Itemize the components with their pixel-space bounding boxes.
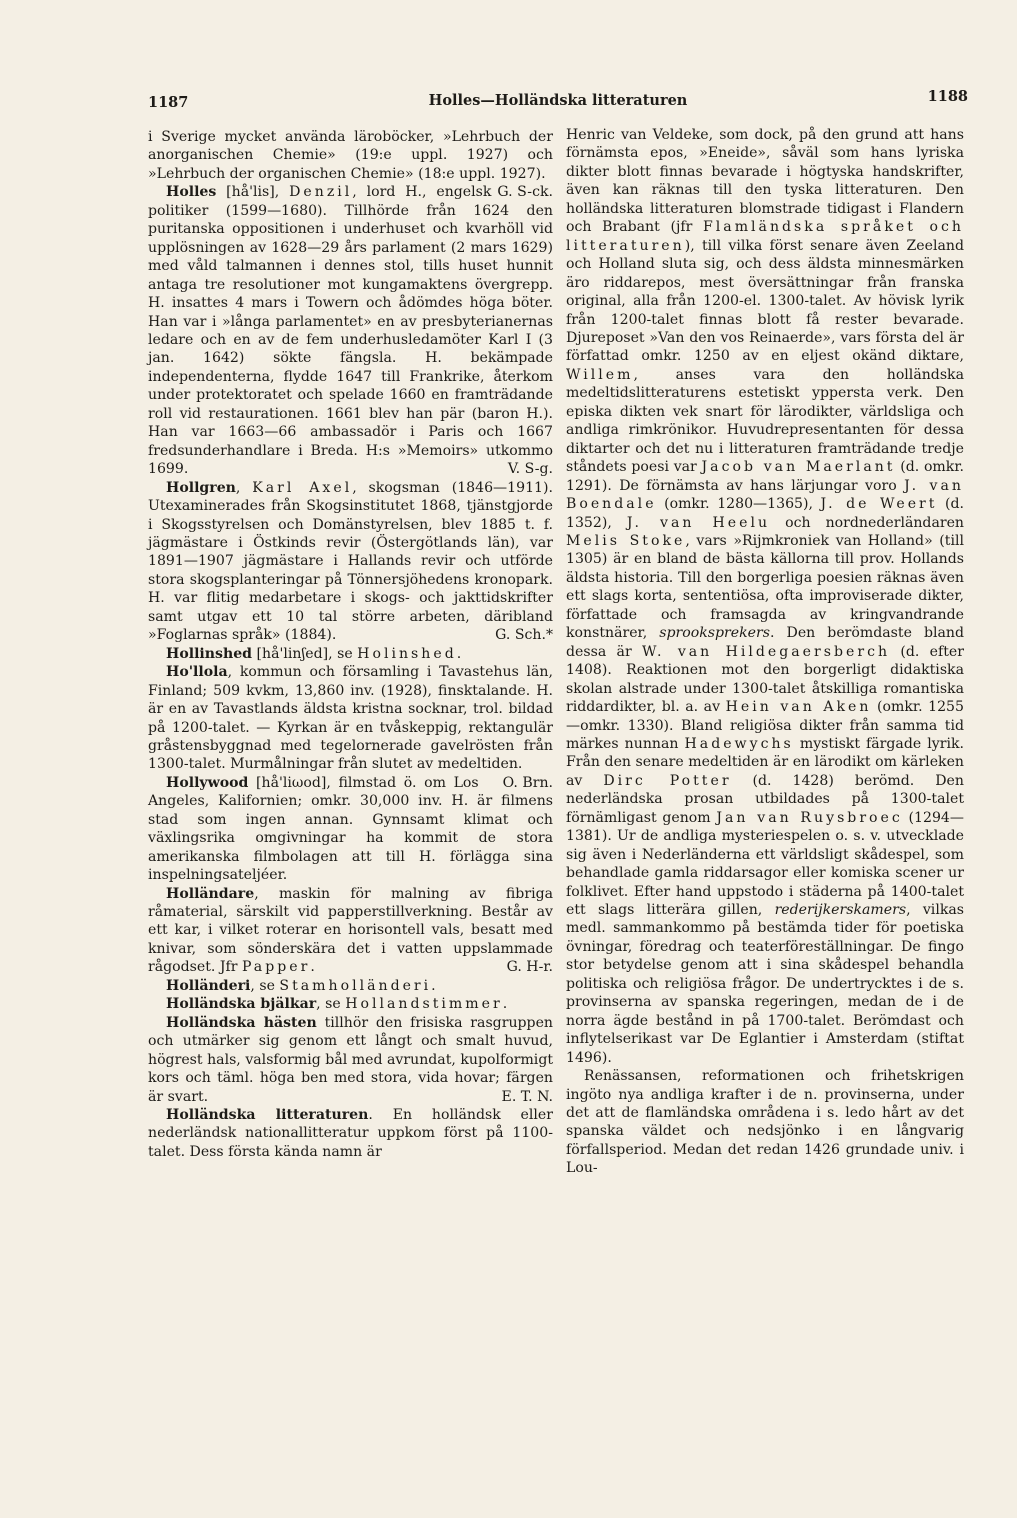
author-signature: O. Brn. [502, 774, 553, 791]
headword: Holländska litteraturen [166, 1107, 369, 1124]
headword: Hollywood [166, 774, 249, 791]
headword: Holländare [166, 885, 255, 902]
cross-reference[interactable]: Papper [241, 959, 311, 976]
author-signature: V. S-g. [507, 461, 553, 478]
cross-reference[interactable]: Stamholländeri [279, 977, 432, 994]
entry-hollola: Ho'llola, kommun och församling i Tavastehus län, Finland; 509 kvkm, 13,860 inv. (1928), finsktalande. H. är en av Tavastlands äldsta kristna socknar, trol. bildad på 1200-talet. — Kyrkan är en tvåskeppig, rektangulär gråstensbyggnad med tegelornerade gavelrösten från 1300-talet. Murmålningar från slutet av medeltiden. O. Brn. [148, 664, 553, 791]
entry-hollandare: Holländare, maskin för malning av fibriga råmaterial, särskilt vid papperstillverkning. Består av ett kar, i vilket roterar en horisontell vals, besatt med knivar, som sönderskära det i vatten uppslammade rågodset. Jfr Papper. G. H-r. [148, 885, 553, 976]
left-page-number: 1187 [148, 94, 189, 111]
entry-hollgren: Hollgren, Karl Axel, skogsman (1846—1911). Utexaminerades från Skogsinstitutet 1868, tjänstgjorde i Skogsstyrelsen och Domänstyrelsen, blev 1885 t. f. jägmästare i Östkinds revir (Östergötlands län), var 1891—1907 jägmästare i Hallands revir och utförde stora skogsplanteringar på Tönnersjöhedens kronopark. H. var flitig medarbetare i skogs- och jakttidskrifter samt utgav ett 10 tal större arbeten, däribland »Foglarnas språk» (1884). G. Sch.* [148, 479, 554, 644]
cross-reference[interactable]: Holinshed [357, 645, 457, 662]
right-column [566, 126, 964, 1178]
cross-reference[interactable]: Flamländska språket och litteraturen [566, 219, 964, 254]
author-signature: G. H-r. [506, 959, 553, 976]
headword: Holländska bjälkar [166, 996, 317, 1013]
left-column [148, 128, 553, 1161]
headword: Hollinshed [166, 645, 253, 662]
headword: Holländska hästen [166, 1014, 317, 1031]
author-signature: E. T. N. [501, 1088, 553, 1105]
entry-hasten: Holländska hästen tillhör den frisiska rasgruppen och utmärker sig genom ett långt och smalt huvud, högrest hals, valsformig bål med avrundat, kupolformigt kors och täml. höga ben med stora, vida hovar; färgen är svart. E. T. N. [148, 1014, 553, 1105]
entry-bjalkar: Holländska bjälkar, se Hollandstimmer. [166, 996, 508, 1013]
headword: Hollgren [166, 479, 236, 496]
entry-holles: Holles [hå'lis], Denzil, lord H., engelsk politiker (1599—1680). Tillhörde från 1624 den puritanska oppositionen i underhuset och kvarhöll vid upplösningen av 1628—29 års parlament (2 mars 1629) med våld talmannen i dennes stol, tills huset hunnit antaga tre resolutioner mot kungamaktens övergrepp. H. insattes 4 mars i Towern och ådömdes höga böter. Han var i »långa parlamentet» en av presbyterianernas ledare och en av de fem underhusledamöter Karl I (3 jan. 1642) sökte fängsla. H. bekämpade independenterna, flydde 1647 till Frankrike, återkom under protektoratet och spelade 1660 en framträdande roll vid restaurationen. 1661 blev han pär (baron H.). Han var 1663—66 ambassadör i Paris och 1667 fredsunderhandlare i Breda. H:s »Memoirs» utkommo 1699. V. S-g. [148, 184, 553, 478]
page-header [148, 86, 968, 114]
headword: Holländeri [166, 977, 251, 994]
author-signature: G. S-ck. [497, 184, 553, 201]
entry-hollanderi: Holländeri, se Stamholländeri. [166, 977, 436, 994]
entry-hollinshed: Hollinshed [hå'linʃed], se Holinshed. [166, 645, 462, 662]
entry-hollywood: Hollywood [hå'liωod], filmstad ö. om Los Angeles, Kalifornien; omkr. 30,000 inv. H. är filmens stad som ingen annan. Gynnsamt klimat och växlingsrika omgivningar ha kommit de stora amerikanska filmbolagen att till H. förlägga sina inspelningsateljéer. [148, 774, 553, 884]
cross-reference[interactable]: Hollandstimmer [345, 996, 503, 1013]
paragraph-renassansen: Renässansen, reformationen och frihetskrigen ingöto nya andliga krafter i de n. provinserna, under det att de flamländska områdena i s. ledo hårt av det spanska väldet och nedsjönko i en långvarig förfallsperiod. Medan det redan 1426 grundade univ. i Lou- [566, 1068, 964, 1177]
entry-litteraturen: Holländska litteraturen. En holländsk eller nederländsk nationallitteratur uppkom först på 1100-talet. Dess första kända namn är [148, 1107, 553, 1160]
headword: Ho'llola [166, 664, 228, 681]
running-title: Holles—Holländska litteraturen [428, 92, 688, 109]
entry-litteraturen-continued: Henric van Veldeke, som dock, på den grund att hans förnämsta epos, »Eneide», såväl som hans lyriska dikter blott finnas bevarade i högtyska handskrifter, även kan räknas till den tyska litteraturen. Den holländska litteraturen blomstrade tidigast i Flandern och Brabant (jfr Flamländska språket och litteraturen), till vilka först senare även Zeeland och Holland sluta sig, och dess äldsta minnesmärken äro riddarepos, mest översättningar från franska original, alla från 1200-el. 1300-talet. Av hövisk lyrik från 1200-talet finnas blott få rester bevarade. Djureposet »Van den vos Reinaerde», vars första del är författad omkr. 1250 av en eljest okänd diktare, Willem, anses vara den holländska medeltidslitteraturens estetiskt yppersta verk. Den episka dikten vek snart för lärodikter, världsliga och andliga rimkrönikor. Huvudrepresentanten för dessa diktarter och det nu i litteraturen framträdande tredje ståndets poesi var Jacob van Maerlant (d. omkr. 1291). De förnämsta av hans lärjungar voro J. van Boendale (omkr. 1280—1365), J. de Weert (d. 1352), J. van Heelu och nordnederländaren Melis Stoke, vars »Rijmkroniek van Holland» (till 1305) är en bland de bästa källorna till prov. Hollands äldsta historia. Till den borgerliga poesien räknas även ett slags korta, sententiösa, ofta improviserade dikter, författade och framsagda av kringvandrande konstnärer, sprooksprekers. Den berömdaste bland dessa är W. van Hildegaersberch (d. efter 1408). Reaktionen mot den borgerligt didaktiska skolan alstrade under 1300-talet åtskilliga romantiska riddardikter, bl. a. av Hein van Aken (omkr. 1255—omkr. 1330). Bland religiösa dikter från samma tid märkes nunnan Hadewychs mystiskt färgade lyrik. Från den senare medeltiden är en lärodikt om kärleken av Dirc Potter (d. 1428) berömd. Den nederländska prosan utbildades på 1300-talet förnämligast genom Jan van Ruysbroec (1294—1381). Ur de andliga mysteriespelen o. s. v. utvecklade sig även i Nederländerna ett världsligt skådespel, som behandlade gamla riddarsagor eller komiska scener ur folklivet. Efter hand uppstodo i städerna på 1400-talet ett slags litterära gillen, rederijkerskamers, vilkas medl. sammankommo på bestämda tider för poetiska övningar, föredrag och teaterföreställningar. De fingo stor betydelse genom att i sina skådespel behandla politiska och religiösa frågor. De undertrycktes i de s. provinserna av spanska regeringen, medan de i de norra ägde bestånd in på 1700-talet. Berömdast och inflytelserikast var De Eglantier i Amsterdam (stiftat 1496). [566, 127, 965, 1066]
entry-continuation: i Sverige mycket använda läroböcker, »Lehrbuch der anorganischen Chemie» (19:e uppl. 1927) och »Lehrbuch der organischen Chemie» (18:e uppl. 1927). G. S-ck. [148, 129, 553, 201]
headword: Holles [166, 184, 217, 201]
author-signature: G. Sch.* [495, 627, 553, 644]
right-page-number: 1188 [927, 88, 968, 105]
